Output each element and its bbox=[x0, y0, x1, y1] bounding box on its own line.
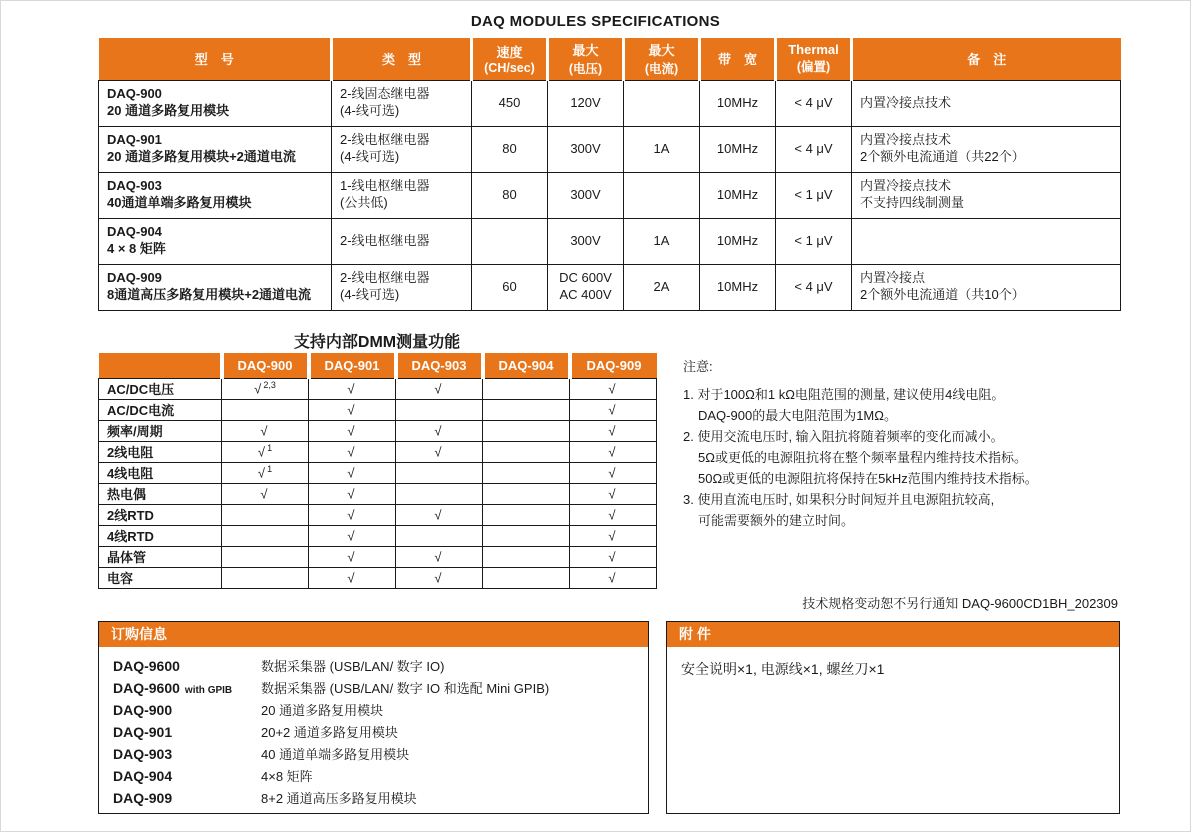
dmm-cell: √ bbox=[222, 420, 309, 441]
dmm-cell bbox=[483, 420, 570, 441]
spec-cell-speed: 450 bbox=[472, 80, 548, 126]
spec-cell-current bbox=[624, 172, 700, 218]
spec-cell-current: 1A bbox=[624, 126, 700, 172]
note-line: DAQ-900的最大电阻范围为1MΩ。 bbox=[698, 408, 897, 423]
order-model: DAQ-904 bbox=[113, 768, 173, 784]
spec-cell-type: 2-线固态继电器 (4-线可选) bbox=[332, 80, 472, 126]
dmm-header-daq904: DAQ-904 bbox=[483, 353, 570, 378]
spec-cell-speed bbox=[472, 218, 548, 264]
spec-cell-thermal: < 4 μV bbox=[776, 126, 852, 172]
dmm-cell: √ $^1$ bbox=[222, 441, 309, 462]
dmm-cell: √ bbox=[570, 399, 657, 420]
dmm-table-title: 支持内部DMM测量功能 bbox=[293, 334, 461, 351]
dmm-cell: √ bbox=[570, 525, 657, 546]
dmm-cell: √ bbox=[570, 378, 657, 399]
spec-cell-remark bbox=[852, 218, 1121, 264]
table-row bbox=[99, 80, 1121, 126]
spec-cell-speed: 60 bbox=[472, 264, 548, 310]
dmm-cell: √ bbox=[309, 420, 396, 441]
list-item bbox=[99, 788, 648, 810]
dmm-cell bbox=[222, 504, 309, 525]
dmm-header-daq903: DAQ-903 bbox=[396, 353, 483, 378]
dmm-cell: √ bbox=[570, 504, 657, 525]
order-desc: 数据采集器 (USB/LAN/ 数字 IO) bbox=[261, 659, 445, 674]
notes-section bbox=[683, 356, 1133, 531]
page-title: DAQ MODULES SPECIFICATIONS bbox=[470, 13, 721, 30]
dmm-cell: √ bbox=[396, 567, 483, 588]
spec-cell-thermal: < 4 μV bbox=[776, 264, 852, 310]
dmm-cell: √ bbox=[570, 567, 657, 588]
spec-header-bandwidth: 带 宽 bbox=[700, 38, 776, 80]
dmm-row-label: 晶体管 bbox=[99, 546, 222, 567]
order-desc: 数据采集器 (USB/LAN/ 数字 IO 和选配 Mini GPIB) bbox=[261, 681, 550, 696]
dmm-cell: √ bbox=[309, 504, 396, 525]
dmm-header-daq909: DAQ-909 bbox=[570, 353, 657, 378]
dmm-row-label: 2线电阻 bbox=[99, 441, 222, 462]
dmm-cell bbox=[396, 462, 483, 483]
table-row bbox=[99, 462, 657, 483]
table-row bbox=[99, 504, 657, 525]
dmm-cell bbox=[483, 399, 570, 420]
note-line: 1. 对于100Ω和1 kΩ电阻范围的测量, 建议使用4线电阻。 bbox=[683, 387, 1005, 402]
dmm-cell: √ bbox=[570, 483, 657, 504]
dmm-cell: √ bbox=[309, 462, 396, 483]
spec-header-row bbox=[99, 38, 1121, 80]
dmm-row-label: 4线电阻 bbox=[99, 462, 222, 483]
spec-cell-model: DAQ-904 4 × 8 矩阵 bbox=[99, 218, 332, 264]
dmm-cell bbox=[483, 546, 570, 567]
spec-cell-thermal: < 4 μV bbox=[776, 80, 852, 126]
list-item bbox=[99, 744, 648, 766]
spec-cell-current: 1A bbox=[624, 218, 700, 264]
spec-header-type: 类 型 bbox=[332, 38, 472, 80]
note-line: 3. 使用直流电压时, 如果积分时间短并且电源阻抗较高, bbox=[683, 492, 995, 507]
spec-cell-voltage: 120V bbox=[548, 80, 624, 126]
dmm-cell: √ bbox=[396, 378, 483, 399]
order-desc: 4×8 矩阵 bbox=[261, 769, 313, 784]
order-desc: 20 通道多路复用模块 bbox=[261, 703, 384, 718]
spec-cell-bandwidth: 10MHz bbox=[700, 126, 776, 172]
order-model: DAQ-909 bbox=[113, 790, 173, 806]
ordering-info-title: 订购信息 bbox=[99, 622, 648, 647]
spec-cell-current bbox=[624, 80, 700, 126]
ordering-info-box bbox=[98, 621, 649, 814]
spec-cell-remark: 内置冷接点技术 不支持四线制测量 bbox=[852, 172, 1121, 218]
spec-cell-voltage: 300V bbox=[548, 126, 624, 172]
dmm-cell bbox=[396, 483, 483, 504]
dmm-header-daq901: DAQ-901 bbox=[309, 353, 396, 378]
dmm-cell: √ bbox=[309, 567, 396, 588]
note-line: 可能需要额外的建立时间。 bbox=[698, 513, 855, 528]
order-model: DAQ-9600 bbox=[113, 658, 180, 674]
spec-cell-type: 2-线电枢继电器 (4-线可选) bbox=[332, 264, 472, 310]
order-model: DAQ-901 bbox=[113, 724, 173, 740]
dmm-cell: √ bbox=[309, 378, 396, 399]
spec-cell-type: 2-线电枢继电器 bbox=[332, 218, 472, 264]
spec-cell-bandwidth: 10MHz bbox=[700, 264, 776, 310]
table-row bbox=[99, 218, 1121, 264]
dmm-cell: √ bbox=[309, 399, 396, 420]
spec-cell-thermal: < 1 μV bbox=[776, 172, 852, 218]
dmm-row-label: 频率/周期 bbox=[99, 420, 222, 441]
notes-heading: 注意: bbox=[683, 359, 713, 374]
spec-cell-model: DAQ-900 20 通道多路复用模块 bbox=[99, 80, 332, 126]
list-item bbox=[99, 766, 648, 788]
spec-cell-voltage: 300V bbox=[548, 172, 624, 218]
spec-header-speed: 速度 (CH/sec) bbox=[472, 38, 548, 80]
dmm-cell bbox=[483, 441, 570, 462]
spec-header-model: 型 号 bbox=[99, 38, 332, 80]
order-model: DAQ-900 bbox=[113, 702, 173, 718]
note-line: 5Ω或更低的电源阻抗将在整个频率量程内维持技术指标。 bbox=[698, 450, 1027, 465]
dmm-row-label: AC/DC电流 bbox=[99, 399, 222, 420]
dmm-cell bbox=[222, 525, 309, 546]
order-model: DAQ-903 bbox=[113, 746, 173, 762]
dmm-cell: √ bbox=[309, 441, 396, 462]
dmm-cell: √ bbox=[396, 546, 483, 567]
dmm-row-label: AC/DC电压 bbox=[99, 378, 222, 399]
dmm-cell: √ bbox=[396, 441, 483, 462]
order-model: DAQ-9600 with GPIB bbox=[113, 680, 233, 696]
dmm-cell bbox=[222, 399, 309, 420]
table-row bbox=[99, 546, 657, 567]
accessories-box bbox=[666, 621, 1120, 814]
spec-cell-model: DAQ-901 20 通道多路复用模块+2通道电流 bbox=[99, 126, 332, 172]
spec-header-thermal: Thermal (偏置) bbox=[776, 38, 852, 80]
spec-cell-voltage: DC 600V AC 400V bbox=[548, 264, 624, 310]
table-row bbox=[99, 264, 1121, 310]
table-row bbox=[99, 126, 1121, 172]
dmm-header-row bbox=[99, 353, 657, 378]
dmm-cell bbox=[396, 399, 483, 420]
dmm-cell bbox=[222, 546, 309, 567]
spec-cell-remark: 内置冷接点技术 bbox=[852, 80, 1121, 126]
ordering-list bbox=[99, 647, 648, 810]
dmm-cell bbox=[222, 567, 309, 588]
dmm-cell bbox=[483, 483, 570, 504]
spec-cell-bandwidth: 10MHz bbox=[700, 218, 776, 264]
accessories-title: 附 件 bbox=[667, 622, 1119, 647]
dmm-cell: √ $^{2,3}$ bbox=[222, 378, 309, 399]
spec-cell-speed: 80 bbox=[472, 172, 548, 218]
table-row bbox=[99, 378, 657, 399]
dmm-header-blank bbox=[99, 353, 222, 378]
list-item bbox=[99, 722, 648, 744]
spec-cell-model: DAQ-903 40通道单端多路复用模块 bbox=[99, 172, 332, 218]
spec-cell-type: 2-线电枢继电器 (4-线可选) bbox=[332, 126, 472, 172]
note-line: 50Ω或更低的电源阻抗将保持在5kHz范围内维持技术指标。 bbox=[698, 471, 1038, 486]
spec-cell-current: 2A bbox=[624, 264, 700, 310]
spec-cell-type: 1-线电枢继电器 (公共低) bbox=[332, 172, 472, 218]
list-item bbox=[99, 678, 648, 700]
dmm-cell bbox=[396, 525, 483, 546]
spec-change-notice: 技术规格变动恕不另行通知 DAQ-9600CD1BH_202309 bbox=[802, 596, 1118, 611]
spec-header-remark: 备 注 bbox=[852, 38, 1121, 80]
dmm-cell: √ bbox=[570, 462, 657, 483]
dmm-cell bbox=[483, 462, 570, 483]
spec-header-max-current: 最大 (电流) bbox=[624, 38, 700, 80]
list-item bbox=[99, 656, 648, 678]
spec-cell-bandwidth: 10MHz bbox=[700, 80, 776, 126]
spec-cell-bandwidth: 10MHz bbox=[700, 172, 776, 218]
accessories-content: 安全说明×1, 电源线×1, 螺丝刀×1 bbox=[681, 661, 885, 677]
table-row bbox=[99, 420, 657, 441]
spec-cell-speed: 80 bbox=[472, 126, 548, 172]
table-row bbox=[99, 483, 657, 504]
table-row bbox=[99, 441, 657, 462]
spec-header-max-voltage: 最大 (电压) bbox=[548, 38, 624, 80]
dmm-cell: √ bbox=[309, 525, 396, 546]
list-item bbox=[99, 700, 648, 722]
spec-cell-thermal: < 1 μV bbox=[776, 218, 852, 264]
dmm-cell bbox=[483, 525, 570, 546]
dmm-cell: √ bbox=[396, 504, 483, 525]
dmm-row-label: 2线RTD bbox=[99, 504, 222, 525]
dmm-cell: √ bbox=[222, 483, 309, 504]
spec-cell-model: DAQ-909 8通道高压多路复用模块+2通道电流 bbox=[99, 264, 332, 310]
spec-cell-remark: 内置冷接点技术 2个额外电流通道（共22个） bbox=[852, 126, 1121, 172]
dmm-cell: √ bbox=[570, 441, 657, 462]
table-row bbox=[99, 172, 1121, 218]
spec-table bbox=[98, 38, 1121, 311]
spec-cell-voltage: 300V bbox=[548, 218, 624, 264]
dmm-cell bbox=[483, 504, 570, 525]
dmm-header-daq900: DAQ-900 bbox=[222, 353, 309, 378]
table-row bbox=[99, 567, 657, 588]
spec-cell-remark: 内置冷接点 2个额外电流通道（共10个） bbox=[852, 264, 1121, 310]
dmm-cell: √ bbox=[570, 546, 657, 567]
dmm-cell: √ bbox=[396, 420, 483, 441]
note-line: 2. 使用交流电压时, 输入阻抗将随着频率的变化而减小。 bbox=[683, 429, 1004, 444]
dmm-table bbox=[98, 353, 657, 589]
dmm-row-label: 4线RTD bbox=[99, 525, 222, 546]
table-row bbox=[99, 399, 657, 420]
dmm-cell bbox=[483, 378, 570, 399]
order-desc: 40 通道单端多路复用模块 bbox=[261, 747, 410, 762]
dmm-cell bbox=[483, 567, 570, 588]
dmm-cell: √ $^1$ bbox=[222, 462, 309, 483]
order-desc: 8+2 通道高压多路复用模块 bbox=[261, 791, 417, 806]
table-row bbox=[99, 525, 657, 546]
dmm-cell: √ bbox=[570, 420, 657, 441]
order-desc: 20+2 通道多路复用模块 bbox=[261, 725, 398, 740]
dmm-cell: √ bbox=[309, 546, 396, 567]
dmm-cell: √ bbox=[309, 483, 396, 504]
dmm-row-label: 电容 bbox=[99, 567, 222, 588]
dmm-row-label: 热电偶 bbox=[99, 483, 222, 504]
